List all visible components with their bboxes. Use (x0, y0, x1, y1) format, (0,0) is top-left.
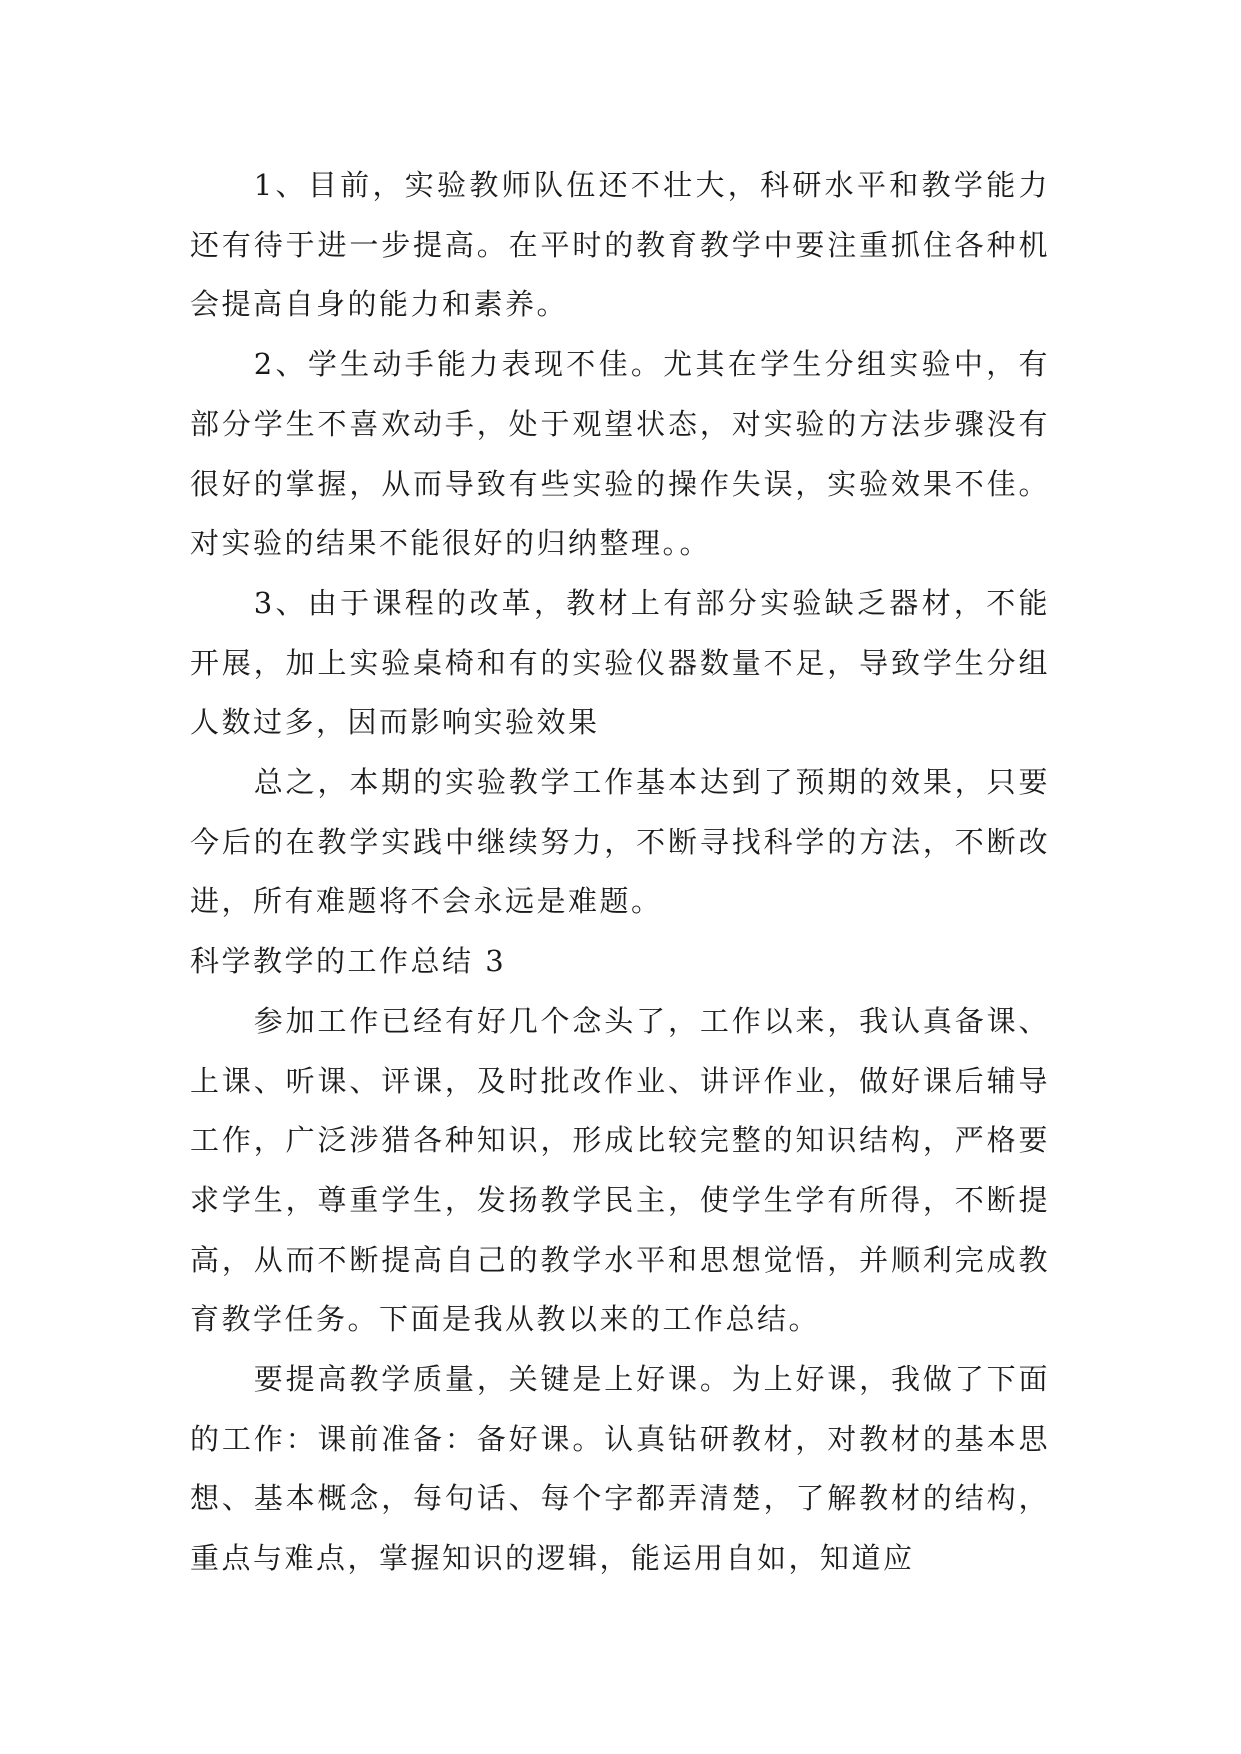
paragraph-2: 2、学生动手能力表现不佳。尤其在学生分组实验中，有部分学生不喜欢动手，处于观望状态，对实验的方法步骤没有很好的掌握，从而导致有些实验的操作失误，实验效果不佳。对实验的结果不能很好的归纳整理。。 (190, 347, 1050, 561)
paragraph-intro: 参加工作已经有好几个念头了，工作以来，我认真备课、上课、听课、评课，及时批改作业、讲评作业，做好课后辅导工作，广泛涉猎各种知识，形成比较完整的知识结构，严格要求学生，尊重学生，发扬教学民主，使学生学有所得，不断提高，从而不断提高自己的教学水平和思想觉悟，并顺利完成教育教学任务。下面是我从教以来的工作总结。 (190, 1003, 1050, 1337)
paragraph-1: 1、目前，实验教师队伍还不壮大，科研水平和教学能力还有待于进一步提高。在平时的教育教学中要注重抓住各种机会提高自身的能力和素养。 (190, 168, 1050, 322)
document-body (190, 156, 1050, 1589)
paragraph-lesson-prep: 要提高教学质量，关键是上好课。为上好课，我做了下面的工作：课前准备：备好课。认真钻研教材，对教材的基本思想、基本概念，每句话、每个字都弄清楚，了解教材的结构，重点与难点，掌握知识的逻辑，能运用自如，知道应 (190, 1362, 1050, 1576)
paragraph-3: 3、由于课程的改革，教材上有部分实验缺乏器材，不能开展，加上实验桌椅和有的实验仪器数量不足，导致学生分组人数过多，因而影响实验效果 (190, 585, 1050, 740)
section-heading: 科学教学的工作总结 3 (190, 944, 507, 979)
paragraph-conclusion: 总之，本期的实验教学工作基本达到了预期的效果，只要今后的在教学实践中继续努力，不断寻找科学的方法，不断改进，所有难题将不会永远是难题。 (190, 765, 1050, 919)
